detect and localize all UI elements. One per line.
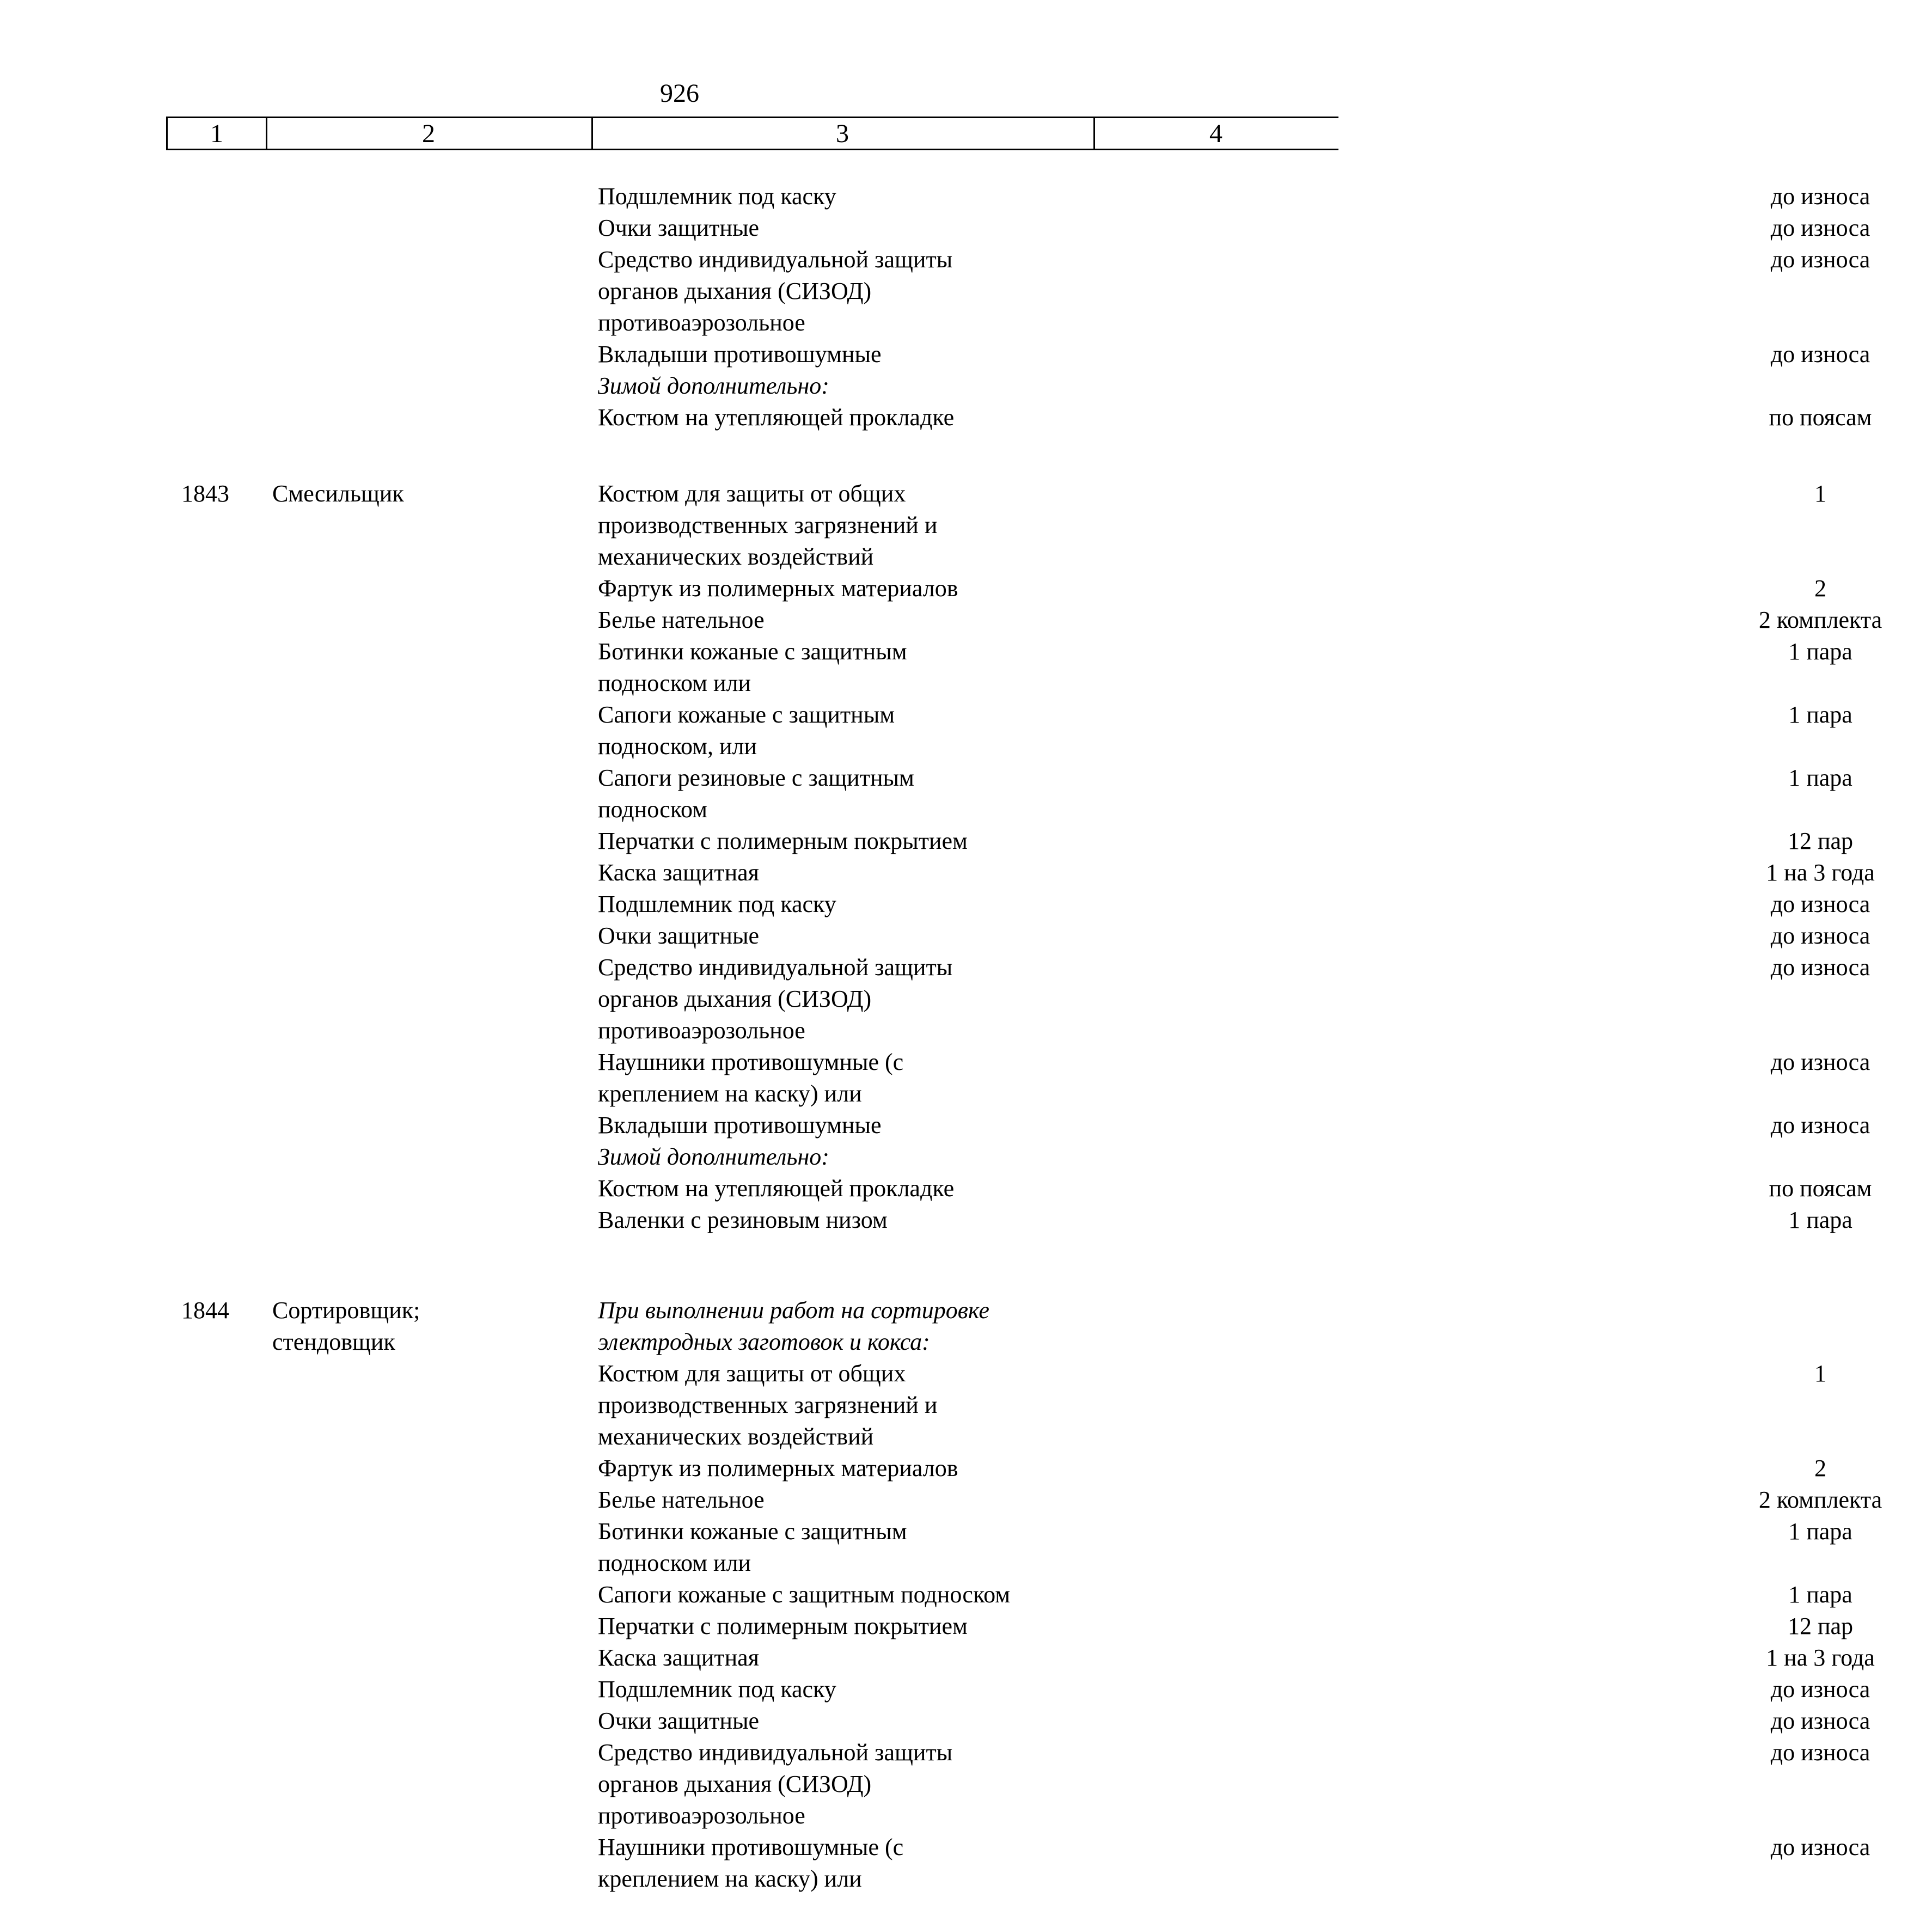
ppe-row [598,762,1852,825]
ppe-quantity: 1 пара [1788,764,1852,791]
ppe-quantity: по поясам [1769,404,1872,431]
entry-number: 1844 [181,1297,229,1324]
ppe-row [598,1674,1870,1705]
ppe-quantity: 1 пара [1788,1207,1852,1233]
ppe-item: Каска защитная [598,859,759,886]
ppe-item: Наушники противошумные (с креплением на каску) или [598,1049,904,1107]
ppe-item: Наушники противошумные (с креплением на каску) или [598,1834,904,1892]
ppe-row [598,857,1875,889]
ppe-row [598,402,1872,433]
ppe-row [598,1204,1852,1236]
ppe-row [598,478,1826,573]
ppe-item: Перчатки с полимерным покрытием [598,828,968,854]
ppe-row [598,952,1870,1046]
header-col-4: 4 [1093,117,1338,150]
ppe-item: Костюм на утепляющей прокладке [598,1175,955,1202]
ppe-row [598,573,1826,604]
ppe-quantity: до износа [1770,341,1870,368]
ppe-quantity: 12 пар [1787,1613,1854,1639]
ppe-item: Подшлемник под каску [598,891,836,917]
ppe-row [598,1832,1870,1895]
header-col-1: 1 [166,117,267,150]
ppe-quantity: 1 [1814,1360,1826,1387]
ppe-quantity: до износа [1770,183,1870,210]
ppe-item: Ботинки кожаные с защитным подноском или [598,638,907,696]
ppe-item: Вкладыши противошумные [598,341,882,368]
ppe-item: Средство индивидуальной защиты органов дыхания (СИЗОД) противоаэрозольное [598,246,953,336]
ppe-section-note: Зимой дополнительно: [598,372,829,399]
ppe-row [598,212,1870,244]
ppe-quantity: до износа [1770,215,1870,241]
ppe-item: Очки защитные [598,215,760,241]
ppe-quantity: до износа [1770,1112,1870,1138]
ppe-quantity: 2 [1814,575,1826,602]
ppe-row [598,1110,1870,1141]
ppe-row [598,1611,1854,1642]
ppe-item: Ботинки кожаные с защитным подноском или [598,1518,907,1576]
ppe-row [598,889,1870,920]
ppe-quantity: 2 комплекта [1758,1486,1882,1513]
ppe-row [598,1737,1870,1832]
ppe-quantity: 1 пара [1788,1581,1852,1608]
ppe-quantity: до износа [1770,1676,1870,1703]
ppe-quantity: 2 комплекта [1758,607,1882,633]
ppe-item: Белье нательное [598,607,765,633]
ppe-item: Костюм для защиты от общих производственных загрязнений и механических воздействий [598,1360,938,1450]
ppe-quantity: до износа [1770,1049,1870,1075]
ppe-row [598,1358,1826,1453]
header-col-2: 2 [266,117,593,150]
ppe-quantity: по поясам [1769,1175,1872,1202]
ppe-item: Костюм на утепляющей прокладке [598,404,955,431]
ppe-item: Вкладыши противошумные [598,1112,882,1138]
ppe-quantity: 1 пара [1788,701,1852,728]
ppe-quantity: до износа [1770,922,1870,949]
ppe-quantity: до износа [1770,246,1870,273]
ppe-row [598,920,1870,952]
ppe-row [598,1173,1872,1204]
page-number: 926 [660,79,699,108]
ppe-quantity: 1 пара [1788,638,1852,665]
ppe-item: Перчатки с полимерным покрытием [598,1613,968,1639]
ppe-quantity: 1 пара [1788,1518,1852,1545]
profession-name: Смесильщик [272,480,404,507]
ppe-list [598,181,1872,433]
ppe-item: Подшлемник под каску [598,183,836,210]
ppe-quantity: до износа [1770,891,1870,917]
ppe-item: Сапоги кожаные с защитным подноском, или [598,701,895,760]
profession-name: Сортировщик; стендовщик [272,1297,420,1355]
ppe-row [598,1579,1852,1611]
ppe-item: Фартук из полимерных материалов [598,575,958,602]
ppe-item: Белье нательное [598,1486,765,1513]
ppe-list [598,1295,1882,1895]
ppe-item: Очки защитные [598,1707,760,1734]
ppe-quantity: 2 [1814,1455,1826,1482]
ppe-row [598,244,1870,339]
ppe-row [598,825,1854,857]
ppe-list [598,478,1882,1236]
ppe-row [598,636,1852,699]
ppe-row [598,1516,1852,1579]
ppe-row [598,1484,1882,1516]
ppe-item: Средство индивидуальной защиты органов дыхания (СИЗОД) противоаэрозольное [598,1739,953,1829]
ppe-row [598,1141,1099,1173]
header-col-3: 3 [591,117,1095,150]
ppe-item: Костюм для защиты от общих производственных загрязнений и механических воздействий [598,480,938,570]
ppe-row [598,181,1870,212]
ppe-quantity: 1 [1814,480,1826,507]
ppe-item: Каска защитная [598,1644,759,1671]
ppe-row [598,1453,1826,1484]
ppe-quantity: 1 на 3 года [1766,1644,1875,1671]
ppe-item: Сапоги резиновые с защитным подноском [598,764,914,823]
ppe-row [598,370,1099,402]
ppe-item: Валенки с резиновым низом [598,1207,888,1233]
ppe-item: Подшлемник под каску [598,1676,836,1703]
ppe-quantity: до износа [1770,954,1870,981]
ppe-row [598,1705,1870,1737]
entry-number: 1843 [181,480,229,507]
ppe-quantity: 12 пар [1787,828,1854,854]
ppe-item: Фартук из полимерных материалов [598,1455,958,1482]
ppe-row [598,604,1882,636]
ppe-row [598,1642,1875,1674]
ppe-quantity: до износа [1770,1834,1870,1860]
ppe-row [598,1295,1099,1358]
ppe-row [598,699,1852,762]
ppe-item: Очки защитные [598,922,760,949]
ppe-quantity: до износа [1770,1707,1870,1734]
ppe-quantity: 1 на 3 года [1766,859,1875,886]
ppe-row [598,339,1870,370]
ppe-quantity: до износа [1770,1739,1870,1766]
ppe-item: Средство индивидуальной защиты органов дыхания (СИЗОД) противоаэрозольное [598,954,953,1044]
ppe-section-note: При выполнении работ на сортировке электродных заготовок и кокса: [598,1297,989,1355]
ppe-item: Сапоги кожаные с защитным подноском [598,1581,1011,1608]
ppe-section-note: Зимой дополнительно: [598,1143,829,1170]
ppe-row [598,1046,1870,1110]
